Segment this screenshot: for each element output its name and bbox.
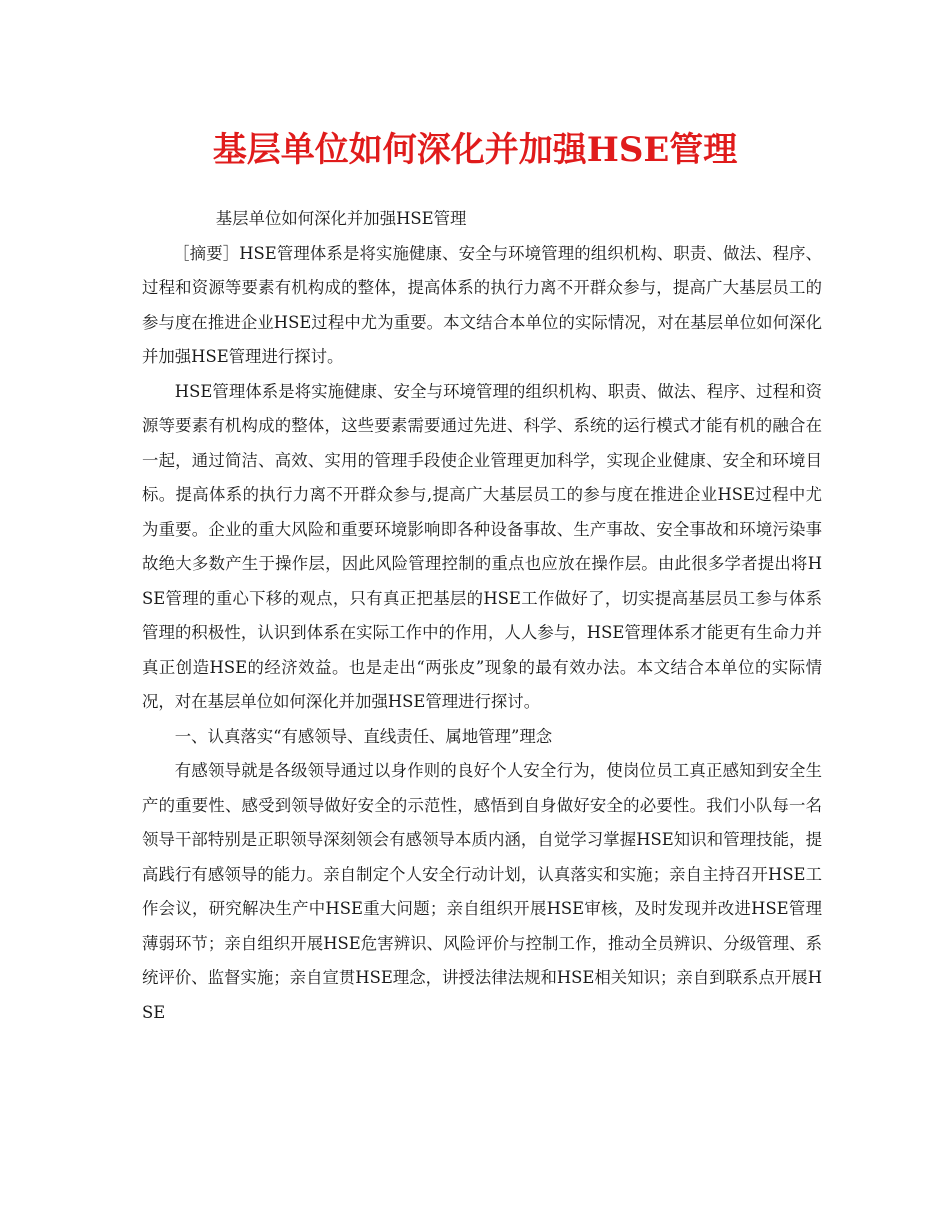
intro-paragraph: HSE管理体系是将实施健康、安全与环境管理的组织机构、职责、做法、程序、过程和资源等要素有机构成的整体，这些要素需要通过先进、科学、系统的运行模式才能有机的融合在一起，通过简洁、高效、实用的管理手段使企业管理更加科学，实现企业健康、安全和环境目标。提高体系的执行力离不开群众参与,提高广大基层员工的参与度在推进企业HSE过程中尤为重要。企业的重大风险和重要环境影响即各种设备事故、生产事故、安全事故和环境污染事故绝大多数产生于操作层，因此风险管理控制的重点也应放在操作层。由此很多学者提出将HSE管理的重心下移的观点，只有真正把基层的HSE工作做好了，切实提高基层员工参与体系管理的积极性，认识到体系在实际工作中的作用，人人参与，HSE管理体系才能更有生命力并真正创造HSE的经济效益。也是走出“两张皮”现象的最有效办法。本文结合本单位的实际情况，对在基层单位如何深化并加强HSE管理进行探讨。 xyxy=(142,381,822,711)
section-paragraph: 有感领导就是各级领导通过以身作则的良好个人安全行为，使岗位员工真正感知到安全生产的重要性、感受到领导做好安全的示范性，感悟到自身做好安全的必要性。我们小队每一名领导干部特别是正职领导深刻领会有感领导本质内涵，自觉学习掌握HSE知识和管理技能，提高践行有感领导的能力。亲自制定个人安全行动计划，认真落实和实施；亲自主持召开HSE工作会议，研究解决生产中HSE重大问题；亲自组织开展HSE审核，及时发现并改进HSE管理薄弱环节；亲自组织开展HSE危害辨识、风险评价与控制工作，推动全员辨识、分级管理、系统评价、监督实施；亲自宣贯HSE理念，讲授法律法规和HSE相关知识；亲自到联系点开展HSE xyxy=(142,761,822,1022)
abstract-paragraph: ［摘要］HSE管理体系是将实施健康、安全与环境管理的组织机构、职责、做法、程序、过程和资源等要素有机构成的整体，提高体系的执行力离不开群众参与，提高广大基层员工的参与度在推进企业HSE过程中尤为重要。本文结合本单位的实际情况，对在基层单位如何深化并加强HSE管理进行探讨。 xyxy=(142,243,822,366)
document-body xyxy=(142,202,822,1030)
document-title: 基层单位如何深化并加强HSE管理 xyxy=(212,130,738,170)
subtitle-paragraph: 基层单位如何深化并加强HSE管理 xyxy=(215,209,467,228)
section-heading: 一、认真落实“有感领导、直线责任、属地管理”理念 xyxy=(174,726,553,746)
